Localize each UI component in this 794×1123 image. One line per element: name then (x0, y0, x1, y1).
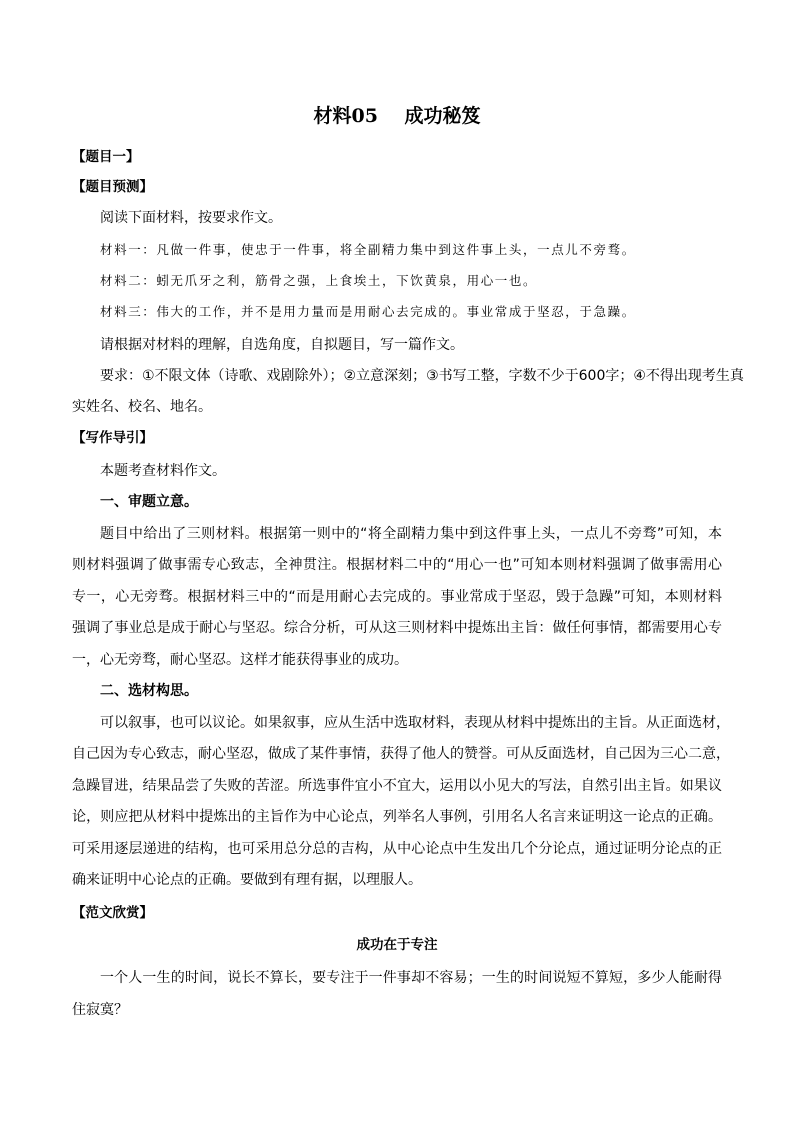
essay-line-1: 一个人一生的时间，说长不算长，要专注于一件事却不容易；一生的时间说短不算短，多少人能耐得 (100, 970, 722, 986)
document-title: 材料05 成功秘笈 (313, 105, 481, 127)
topic-label: 【题目一】 (72, 149, 140, 165)
section1-line-4: 强调了事业总是成于耐心与坚忍。综合分析，可从这三则材料中提炼出主旨：做任何事情，都需要用心专 (72, 620, 722, 636)
section2-line-1: 可以叙事，也可以议论。如果叙事，应从生活中选取材料，表现从材料中提炼出的主旨。从正面选材， (100, 715, 730, 731)
requirements-line-1: 要求：①不限文体（诗歌、戏剧除外）；②立意深刻；③书写工整，字数不少于600字；④不得出现考生真 (100, 368, 744, 384)
instruction-text: 阅读下面材料，按要求作文。 (100, 210, 282, 226)
material-1: 材料一：凡做一件事，使忠于一件事，将全副精力集中到这件事上头，一点儿不旁骛。 (100, 242, 636, 257)
requirements-line-2: 实姓名、校名、地名。 (72, 399, 212, 415)
section2-line-6: 确来证明中心论点的正确。要做到有理有据，以理服人。 (72, 872, 422, 888)
section2-line-2: 自己因为专心致志，耐心坚忍，做成了某件事情，获得了他人的赞誉。可从反面选材，自己因为三心二意， (72, 746, 730, 762)
section2-line-3: 急躁冒进，结果品尝了失败的苦涩。所选事件宜小不宜大，运用以小见大的写法，自然引出主旨。如果议 (72, 778, 722, 794)
guide-label: 【写作导引】 (72, 430, 153, 446)
material-2: 材料二：蚓无爪牙之利，筋骨之强，上食埃土，下饮黄泉，用心一也。 (100, 273, 538, 288)
sample-label: 【范文欣赏】 (72, 905, 153, 921)
material-3: 材料三：伟大的工作，并不是用力量而是用耐心去完成的。事业常成于坚忍，于急躁。 (100, 304, 636, 319)
essay-title: 成功在于专注 (356, 937, 438, 953)
section2-heading: 二、选材构思。 (100, 683, 198, 699)
section1-line-1: 题目中给出了三则材料。根据第一则中的“将全副精力集中到这件事上头，一点儿不旁骛”可知，本 (100, 526, 722, 542)
task-text: 请根据对材料的理解，自选角度，自拟题目，写一篇作文。 (100, 337, 464, 353)
section1-heading: 一、审题立意。 (100, 494, 198, 510)
prediction-label: 【题目预测】 (72, 179, 153, 195)
guide-intro: 本题考查材料作文。 (100, 463, 226, 479)
section1-line-3: 专一，心无旁骛。根据材料三中的“而是用耐心去完成的。事业常成于坚忍，毁于急躁”可知，本则材料 (72, 589, 722, 605)
essay-line-2: 住寂寞？ (72, 1002, 128, 1018)
section1-line-5: 一，心无旁骛，耐心坚忍。这样才能获得事业的成功。 (72, 652, 408, 668)
section2-line-5: 可采用逐层递进的结构，也可采用总分总的吉构，从中心论点中生发出几个分论点，通过证明分论点的正 (72, 841, 722, 857)
section2-line-4: 论，则应把从材料中提炼出的主旨作为中心论点，列举名人事例，引用名人名言来证明这一论点的正确。 (72, 809, 722, 825)
section1-line-2: 则材料强调了做事需专心致志，全神贯注。根据材料二中的“用心一也”可知本则材料强调了做事需用心 (72, 557, 722, 573)
